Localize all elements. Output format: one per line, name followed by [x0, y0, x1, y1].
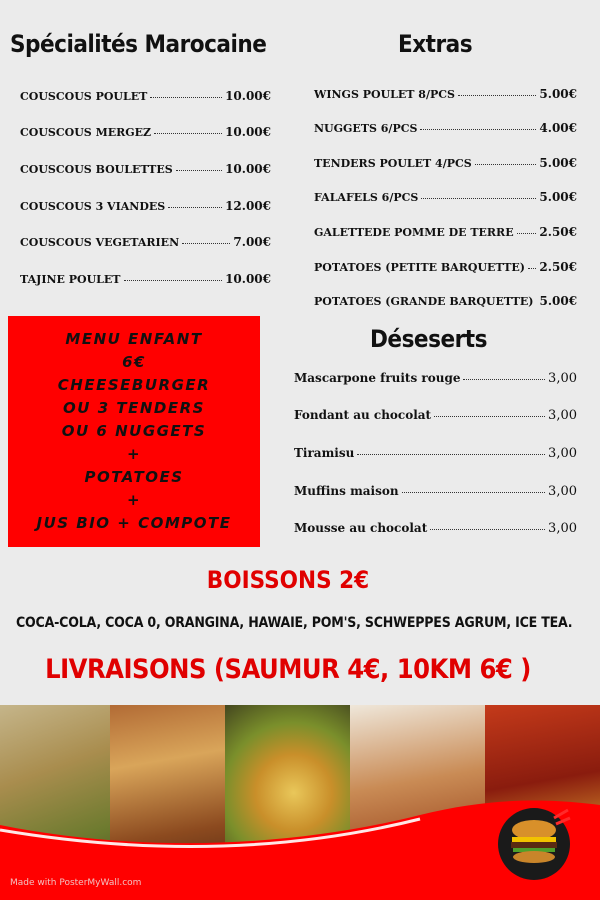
item-name: NUGGETS 6/PCS — [314, 122, 418, 135]
item-name: POTATOES (GRANDE BARQUETTE) — [314, 295, 534, 308]
item-price: 3,00 — [548, 484, 577, 499]
dotted-leader — [430, 529, 545, 530]
specialites-title: Spécialités Marocaine — [10, 30, 267, 58]
item-price: 3,00 — [548, 446, 577, 461]
menu-item — [294, 408, 577, 423]
dotted-leader — [528, 268, 536, 269]
dotted-leader — [434, 416, 545, 417]
dotted-leader — [176, 170, 222, 171]
item-name: Mousse au chocolat — [294, 521, 428, 535]
dotted-leader — [168, 207, 222, 208]
item-name: WINGS POULET 8/PCS — [314, 88, 455, 101]
livraisons-banner: LIVRAISONS (SAUMUR 4€, 10KM 6€ ) — [45, 654, 531, 685]
menu-item — [314, 225, 577, 239]
menu-enfant-line: MENU ENFANT — [65, 330, 203, 348]
dotted-leader — [475, 164, 537, 165]
boissons-title: BOISSONS 2€ — [206, 566, 370, 594]
item-name: COUSCOUS POULET — [20, 90, 148, 103]
menu-enfant-line: + — [126, 445, 142, 463]
item-price: 4.00€ — [539, 121, 577, 135]
menu-item — [314, 260, 577, 274]
menu-item — [314, 87, 577, 101]
item-price: 3,00 — [548, 408, 577, 423]
dotted-leader — [458, 95, 536, 96]
menu-enfant-line: 6€ — [122, 353, 146, 371]
item-name: POTATOES (PETITE BARQUETTE) — [314, 261, 525, 274]
item-name: TAJINE POULET — [20, 273, 121, 286]
menu-item — [20, 89, 271, 103]
menu-item — [294, 446, 577, 461]
menu-item — [20, 235, 271, 249]
item-price: 10.00€ — [225, 272, 271, 286]
item-price: 7.00€ — [233, 235, 271, 249]
item-name: COUSCOUS 3 VIANDES — [20, 200, 166, 213]
menu-item — [314, 156, 577, 170]
item-price: 10.00€ — [225, 89, 271, 103]
menu-enfant-line: OU 6 NUGGETS — [61, 422, 207, 440]
burger-logo-icon — [496, 806, 572, 882]
menu-enfant-line: OU 3 TENDERS — [63, 399, 205, 417]
dotted-leader — [517, 233, 537, 234]
dotted-leader — [357, 454, 545, 455]
menu-enfant-line: POTATOES — [84, 468, 184, 486]
item-price: 3,00 — [548, 521, 577, 536]
watermark-text: Made with PosterMyWall.com — [10, 878, 142, 888]
menu-item — [294, 521, 577, 536]
item-price: 2.50€ — [539, 225, 577, 239]
dotted-leader — [154, 133, 222, 134]
item-price: 5.00€ — [539, 156, 577, 170]
item-name: COUSCOUS BOULETTES — [20, 163, 173, 176]
menu-enfant-box — [8, 316, 260, 547]
menu-item — [20, 125, 271, 139]
item-name: FALAFELS 6/PCS — [314, 191, 419, 204]
menu-enfant-line: CHEESEBURGER — [57, 376, 211, 394]
menu-enfant-line: + — [126, 491, 142, 509]
desserts-title: Déseserts — [370, 325, 487, 353]
dotted-leader — [150, 97, 222, 98]
item-price: 12.00€ — [225, 199, 271, 213]
item-name: TENDERS POULET 4/PCS — [314, 157, 472, 170]
menu-item — [20, 272, 271, 286]
item-price: 5.00€ — [539, 190, 577, 204]
menu-enfant-line: JUS BIO + COMPOTE — [36, 514, 232, 532]
boissons-list: COCA-COLA, COCA 0, ORANGINA, HAWAIE, POM'S, SCHWEPPES AGRUM, ICE TEA. — [16, 615, 573, 631]
item-name: COUSCOUS VEGETARIEN — [20, 236, 180, 249]
dotted-leader — [182, 243, 230, 244]
item-name: COUSCOUS MERGEZ — [20, 126, 152, 139]
item-price: 10.00€ — [225, 162, 271, 176]
menu-item — [314, 294, 577, 308]
item-name: Muffins maison — [294, 484, 399, 498]
menu-item — [294, 484, 577, 499]
item-price: 2.50€ — [539, 260, 577, 274]
dotted-leader — [420, 129, 536, 130]
item-name: Tiramisu — [294, 446, 355, 460]
item-name: Fondant au chocolat — [294, 408, 432, 422]
extras-title: Extras — [398, 30, 473, 58]
item-name: Mascarpone fruits rouge — [294, 371, 461, 385]
dotted-leader — [124, 280, 223, 281]
menu-item — [20, 162, 271, 176]
item-price: 3,00 — [548, 371, 577, 386]
dotted-leader — [463, 379, 545, 380]
item-price: 5.00€ — [539, 87, 577, 101]
menu-item — [314, 121, 577, 135]
menu-item — [20, 199, 271, 213]
dotted-leader — [421, 198, 536, 199]
item-name: GALETTEDE POMME DE TERRE — [314, 226, 514, 239]
dotted-leader — [402, 492, 545, 493]
menu-item — [314, 190, 577, 204]
item-price: 10.00€ — [225, 125, 271, 139]
item-price: 5.00€ — [539, 294, 578, 308]
menu-item — [294, 371, 577, 386]
